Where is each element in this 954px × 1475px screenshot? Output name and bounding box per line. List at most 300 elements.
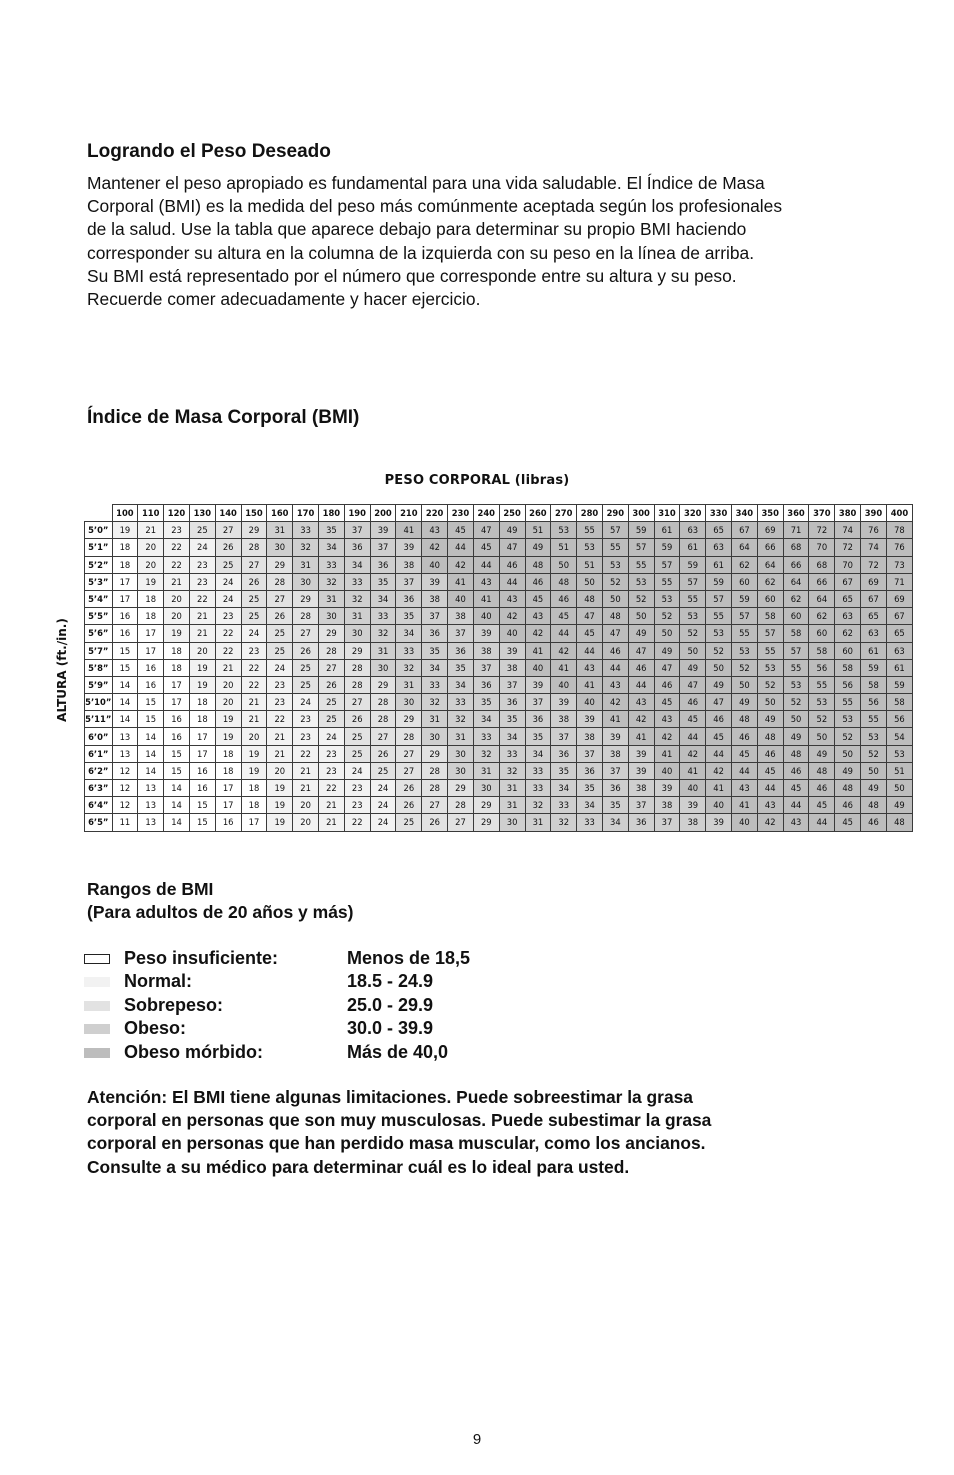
bmi-cell: 29 (448, 780, 474, 797)
bmi-cell: 34 (577, 797, 603, 814)
bmi-cell: 50 (861, 762, 887, 779)
table-row (85, 728, 913, 745)
warning-line: corporal en personas que han perdido masa muscular, como los ancianos. (87, 1133, 706, 1154)
bmi-cell: 44 (732, 762, 758, 779)
table-row (85, 780, 913, 797)
bmi-cell: 41 (732, 797, 758, 814)
bmi-cell: 33 (344, 573, 370, 590)
bmi-cell: 40 (448, 590, 474, 607)
bmi-cell: 36 (628, 814, 654, 831)
bmi-cell: 20 (293, 797, 319, 814)
bmi-cell: 17 (189, 728, 215, 745)
bmi-cell: 14 (112, 694, 138, 711)
legend-range: 25.0 - 29.9 (347, 995, 434, 1015)
bmi-cell: 51 (551, 539, 577, 556)
weight-column-header: 130 (189, 505, 215, 522)
bmi-cell: 68 (809, 556, 835, 573)
bmi-cell: 33 (499, 745, 525, 762)
bmi-cell: 39 (499, 642, 525, 659)
bmi-cell: 33 (422, 676, 448, 693)
bmi-cell: 28 (448, 797, 474, 814)
bmi-cell: 33 (525, 762, 551, 779)
height-row-label: 6’0” (85, 728, 113, 745)
bmi-cell: 23 (164, 522, 190, 539)
bmi-cell: 58 (783, 625, 809, 642)
weight-column-header: 160 (267, 505, 293, 522)
bmi-cell: 61 (654, 522, 680, 539)
bmi-cell: 23 (293, 711, 319, 728)
weight-column-header: 290 (602, 505, 628, 522)
height-row-label: 6’3” (85, 780, 113, 797)
bmi-cell: 59 (628, 522, 654, 539)
legend-label: Sobrepeso: (124, 995, 224, 1015)
bmi-cell: 39 (422, 573, 448, 590)
bmi-cell: 19 (267, 814, 293, 831)
bmi-cell: 17 (215, 780, 241, 797)
bmi-cell: 39 (525, 676, 551, 693)
bmi-cell: 44 (757, 780, 783, 797)
bmi-cell: 36 (370, 556, 396, 573)
bmi-cell: 35 (577, 780, 603, 797)
bmi-cell: 23 (241, 642, 267, 659)
bmi-cell: 40 (525, 659, 551, 676)
bmi-cell: 32 (525, 797, 551, 814)
table-row (85, 762, 913, 779)
bmi-cell: 36 (396, 590, 422, 607)
bmi-cell: 48 (757, 728, 783, 745)
bmi-cell: 41 (680, 762, 706, 779)
table-row (85, 608, 913, 625)
bmi-cell: 17 (215, 797, 241, 814)
bmi-cell: 22 (215, 625, 241, 642)
bmi-cell: 41 (473, 590, 499, 607)
bmi-cell: 37 (396, 573, 422, 590)
bmi-cell: 21 (293, 780, 319, 797)
bmi-cell: 58 (809, 642, 835, 659)
bmi-cell: 16 (112, 625, 138, 642)
bmi-cell: 22 (241, 659, 267, 676)
weight-column-header: 200 (370, 505, 396, 522)
bmi-cell: 32 (551, 814, 577, 831)
bmi-cell: 25 (189, 522, 215, 539)
bmi-cell: 14 (164, 780, 190, 797)
bmi-cell: 26 (344, 711, 370, 728)
bmi-cell: 47 (628, 642, 654, 659)
bmi-cell: 40 (732, 814, 758, 831)
bmi-cell: 53 (577, 539, 603, 556)
bmi-cell: 28 (422, 762, 448, 779)
intro-line: de la salud. Use la tabla que aparece debajo para determinar su propio BMI haciendo (87, 219, 747, 240)
bmi-cell: 15 (189, 814, 215, 831)
bmi-cell: 27 (370, 728, 396, 745)
bmi-cell: 34 (602, 814, 628, 831)
bmi-cell: 28 (267, 573, 293, 590)
bmi-cell: 60 (732, 573, 758, 590)
bmi-cell: 27 (293, 625, 319, 642)
bmi-cell: 60 (809, 625, 835, 642)
bmi-cell: 11 (112, 814, 138, 831)
bmi-cell: 15 (164, 745, 190, 762)
bmi-cell: 55 (757, 642, 783, 659)
bmi-cell: 13 (112, 745, 138, 762)
bmi-cell: 15 (189, 797, 215, 814)
bmi-cell: 53 (680, 608, 706, 625)
height-row-label: 5’10” (85, 694, 113, 711)
bmi-cell: 19 (138, 573, 164, 590)
bmi-cell: 26 (241, 573, 267, 590)
bmi-cell: 22 (319, 780, 345, 797)
bmi-cell: 40 (551, 676, 577, 693)
bmi-cell: 40 (499, 625, 525, 642)
bmi-cell: 45 (473, 539, 499, 556)
weight-column-header: 220 (422, 505, 448, 522)
intro-line: Recuerde comer adecuadamente y hacer ejercicio. (87, 289, 481, 310)
weight-column-header: 370 (809, 505, 835, 522)
bmi-cell: 41 (551, 659, 577, 676)
bmi-cell: 42 (422, 539, 448, 556)
bmi-cell: 61 (886, 659, 912, 676)
bmi-cell: 73 (886, 556, 912, 573)
bmi-cell: 69 (861, 573, 887, 590)
bmi-cell: 35 (370, 573, 396, 590)
bmi-cell: 45 (809, 797, 835, 814)
page-number: 9 (472, 1431, 482, 1448)
table-row (85, 573, 913, 590)
legend-item-morbid (84, 1041, 448, 1064)
bmi-cell: 46 (628, 659, 654, 676)
bmi-cell: 37 (422, 608, 448, 625)
bmi-cell: 23 (189, 556, 215, 573)
bmi-cell: 55 (628, 556, 654, 573)
bmi-cell: 38 (422, 590, 448, 607)
bmi-cell: 31 (499, 780, 525, 797)
bmi-cell: 55 (654, 573, 680, 590)
bmi-cell: 25 (344, 728, 370, 745)
bmi-cell: 31 (499, 797, 525, 814)
bmi-cell: 65 (706, 522, 732, 539)
table-row (85, 625, 913, 642)
bmi-cell: 78 (886, 522, 912, 539)
bmi-cell: 53 (757, 659, 783, 676)
intro-paragraph (87, 172, 887, 311)
bmi-cell: 20 (267, 762, 293, 779)
bmi-cell: 49 (809, 745, 835, 762)
bmi-cell: 32 (448, 711, 474, 728)
bmi-cell: 24 (319, 728, 345, 745)
bmi-cell: 15 (138, 694, 164, 711)
bmi-cell: 20 (164, 608, 190, 625)
bmi-cell: 65 (835, 590, 861, 607)
bmi-cell: 40 (577, 694, 603, 711)
bmi-cell: 33 (370, 608, 396, 625)
bmi-cell: 31 (396, 676, 422, 693)
bmi-cell: 76 (861, 522, 887, 539)
weight-column-header: 350 (757, 505, 783, 522)
weight-column-header: 120 (164, 505, 190, 522)
warning-line: Consulte a su médico para determinar cuál es lo ideal para usted. (87, 1156, 630, 1177)
bmi-cell: 33 (448, 694, 474, 711)
bmi-cell: 37 (499, 676, 525, 693)
warning-line: Atención: El BMI tiene algunas limitaciones. Puede sobreestimar la grasa (87, 1087, 693, 1107)
bmi-cell: 24 (370, 780, 396, 797)
bmi-cell: 17 (138, 642, 164, 659)
bmi-cell: 68 (783, 539, 809, 556)
bmi-cell: 28 (344, 659, 370, 676)
bmi-cell: 23 (319, 745, 345, 762)
bmi-cell: 21 (293, 762, 319, 779)
heading-goal: Logrando el Peso Deseado (87, 141, 331, 162)
bmi-cell: 53 (602, 556, 628, 573)
bmi-cell: 64 (732, 539, 758, 556)
bmi-cell: 47 (654, 659, 680, 676)
bmi-cell: 58 (757, 608, 783, 625)
bmi-cell: 29 (319, 625, 345, 642)
bmi-cell: 17 (189, 745, 215, 762)
bmi-cell: 14 (138, 762, 164, 779)
bmi-cell: 34 (473, 711, 499, 728)
bmi-cell: 16 (138, 676, 164, 693)
table-row (85, 590, 913, 607)
height-row-label: 5’5” (85, 608, 113, 625)
bmi-cell: 17 (112, 590, 138, 607)
bmi-cell: 38 (628, 780, 654, 797)
bmi-cell: 29 (267, 556, 293, 573)
bmi-cell: 66 (757, 539, 783, 556)
bmi-cell: 55 (809, 676, 835, 693)
bmi-cell: 59 (732, 590, 758, 607)
bmi-cell: 42 (680, 745, 706, 762)
bmi-cell: 15 (112, 642, 138, 659)
bmi-cell: 18 (164, 642, 190, 659)
bmi-cell: 56 (809, 659, 835, 676)
bmi-cell: 14 (138, 745, 164, 762)
weight-column-header: 150 (241, 505, 267, 522)
bmi-cell: 52 (628, 590, 654, 607)
weight-column-header: 250 (499, 505, 525, 522)
bmi-cell: 36 (551, 745, 577, 762)
bmi-cell: 57 (680, 573, 706, 590)
bmi-cell: 38 (602, 745, 628, 762)
bmi-cell: 71 (783, 522, 809, 539)
bmi-cell: 26 (396, 780, 422, 797)
bmi-cell: 29 (370, 676, 396, 693)
bmi-cell: 48 (886, 814, 912, 831)
bmi-cell: 15 (112, 659, 138, 676)
bmi-cell: 48 (602, 608, 628, 625)
bmi-cell: 49 (732, 694, 758, 711)
bmi-cell: 39 (680, 797, 706, 814)
y-axis-label: ALTURA (ft./in.) (55, 618, 69, 722)
bmi-cell: 22 (164, 556, 190, 573)
bmi-cell: 46 (654, 676, 680, 693)
legend-swatch (84, 954, 110, 964)
bmi-cell: 53 (861, 728, 887, 745)
bmi-cell: 33 (577, 814, 603, 831)
bmi-cell: 15 (164, 762, 190, 779)
bmi-cell: 42 (654, 728, 680, 745)
bmi-cell: 46 (525, 573, 551, 590)
height-row-label: 5’2” (85, 556, 113, 573)
weight-column-header: 320 (680, 505, 706, 522)
bmi-cell: 69 (886, 590, 912, 607)
bmi-cell: 30 (319, 608, 345, 625)
bmi-cell: 25 (241, 590, 267, 607)
bmi-cell: 27 (396, 762, 422, 779)
bmi-cell: 19 (189, 659, 215, 676)
bmi-cell: 14 (164, 814, 190, 831)
bmi-cell: 45 (525, 590, 551, 607)
bmi-cell: 76 (886, 539, 912, 556)
bmi-cell: 50 (602, 590, 628, 607)
bmi-cell: 26 (396, 797, 422, 814)
bmi-cell: 43 (422, 522, 448, 539)
bmi-cell: 25 (241, 608, 267, 625)
bmi-cell: 34 (499, 728, 525, 745)
bmi-cell: 49 (499, 522, 525, 539)
bmi-cell: 22 (164, 539, 190, 556)
bmi-cell: 19 (241, 745, 267, 762)
bmi-cell: 44 (551, 625, 577, 642)
bmi-cell: 47 (602, 625, 628, 642)
bmi-cell: 45 (706, 728, 732, 745)
height-row-label: 5’0” (85, 522, 113, 539)
bmi-cell: 19 (215, 728, 241, 745)
bmi-cell: 55 (602, 539, 628, 556)
bmi-cell: 18 (189, 694, 215, 711)
bmi-cell: 32 (499, 762, 525, 779)
bmi-cell: 37 (473, 659, 499, 676)
warning-paragraph (87, 1086, 887, 1179)
bmi-cell: 63 (886, 642, 912, 659)
bmi-cell: 57 (783, 642, 809, 659)
bmi-cell: 43 (525, 608, 551, 625)
bmi-cell: 38 (551, 711, 577, 728)
bmi-cell: 27 (241, 556, 267, 573)
bmi-cell: 66 (783, 556, 809, 573)
bmi-cell: 59 (680, 556, 706, 573)
weight-column-header: 390 (861, 505, 887, 522)
bmi-cell: 42 (757, 814, 783, 831)
bmi-cell: 35 (499, 711, 525, 728)
bmi-cell: 21 (319, 814, 345, 831)
bmi-cell: 30 (422, 728, 448, 745)
bmi-cell: 30 (396, 694, 422, 711)
bmi-cell: 23 (319, 762, 345, 779)
bmi-cell: 46 (835, 797, 861, 814)
bmi-cell: 28 (422, 780, 448, 797)
bmi-cell: 37 (654, 814, 680, 831)
bmi-cell: 16 (189, 780, 215, 797)
bmi-cell: 48 (551, 573, 577, 590)
bmi-cell: 15 (138, 711, 164, 728)
bmi-cell: 32 (422, 694, 448, 711)
bmi-cell: 50 (551, 556, 577, 573)
weight-column-header: 170 (293, 505, 319, 522)
bmi-cell: 61 (680, 539, 706, 556)
bmi-cell: 36 (499, 694, 525, 711)
weight-column-header: 310 (654, 505, 680, 522)
bmi-cell: 23 (215, 608, 241, 625)
bmi-cell: 31 (422, 711, 448, 728)
bmi-cell: 26 (267, 608, 293, 625)
weight-column-header: 340 (732, 505, 758, 522)
bmi-cell: 72 (835, 539, 861, 556)
bmi-cell: 31 (344, 608, 370, 625)
bmi-cell: 35 (319, 522, 345, 539)
bmi-cell: 49 (706, 676, 732, 693)
bmi-cell: 34 (370, 590, 396, 607)
bmi-cell: 34 (396, 625, 422, 642)
bmi-cell: 36 (525, 711, 551, 728)
legend-label: Peso insuficiente: (124, 948, 279, 968)
height-row-label: 5’3” (85, 573, 113, 590)
bmi-cell: 52 (602, 573, 628, 590)
bmi-cell: 52 (783, 694, 809, 711)
bmi-cell: 20 (215, 694, 241, 711)
bmi-cell: 38 (499, 659, 525, 676)
bmi-cell: 25 (319, 694, 345, 711)
bmi-cell: 61 (706, 556, 732, 573)
bmi-cell: 43 (732, 780, 758, 797)
height-row-label: 5’6” (85, 625, 113, 642)
bmi-cell: 60 (757, 590, 783, 607)
bmi-cell: 33 (293, 522, 319, 539)
bmi-cell: 20 (164, 590, 190, 607)
bmi-cell: 63 (706, 539, 732, 556)
table-row (85, 522, 913, 539)
bmi-cell: 64 (783, 573, 809, 590)
bmi-cell: 28 (396, 728, 422, 745)
bmi-cell: 44 (602, 659, 628, 676)
bmi-cell: 60 (835, 642, 861, 659)
bmi-cell: 48 (732, 711, 758, 728)
bmi-cell: 55 (680, 590, 706, 607)
bmi-cell: 13 (138, 814, 164, 831)
bmi-cell: 35 (473, 694, 499, 711)
table-corner (85, 505, 113, 522)
bmi-cell: 20 (293, 814, 319, 831)
bmi-cell: 12 (112, 780, 138, 797)
bmi-cell: 37 (525, 694, 551, 711)
bmi-cell: 43 (602, 676, 628, 693)
bmi-cell: 32 (344, 590, 370, 607)
legend-item-normal (84, 970, 433, 993)
bmi-cell: 13 (112, 728, 138, 745)
bmi-cell: 51 (577, 556, 603, 573)
bmi-cell: 41 (448, 573, 474, 590)
intro-line: Corporal (BMI) es la medida del peso más comúnmente aceptada según los profesionales (87, 196, 783, 217)
bmi-cell: 58 (861, 676, 887, 693)
weight-column-header: 280 (577, 505, 603, 522)
bmi-cell: 44 (809, 814, 835, 831)
bmi-cell: 65 (861, 608, 887, 625)
bmi-cell: 27 (448, 814, 474, 831)
bmi-cell: 43 (473, 573, 499, 590)
bmi-cell: 55 (783, 659, 809, 676)
bmi-cell: 42 (499, 608, 525, 625)
bmi-cell: 57 (706, 590, 732, 607)
bmi-cell: 52 (809, 711, 835, 728)
ranges-title-line: Rangos de BMI (87, 879, 214, 899)
bmi-cell: 45 (732, 745, 758, 762)
bmi-cell: 57 (757, 625, 783, 642)
height-row-label: 5’4” (85, 590, 113, 607)
bmi-cell: 53 (628, 573, 654, 590)
legend-label: Obeso mórbido: (124, 1042, 263, 1062)
bmi-cell: 72 (809, 522, 835, 539)
bmi-cell: 42 (448, 556, 474, 573)
height-row-label: 5’9” (85, 676, 113, 693)
